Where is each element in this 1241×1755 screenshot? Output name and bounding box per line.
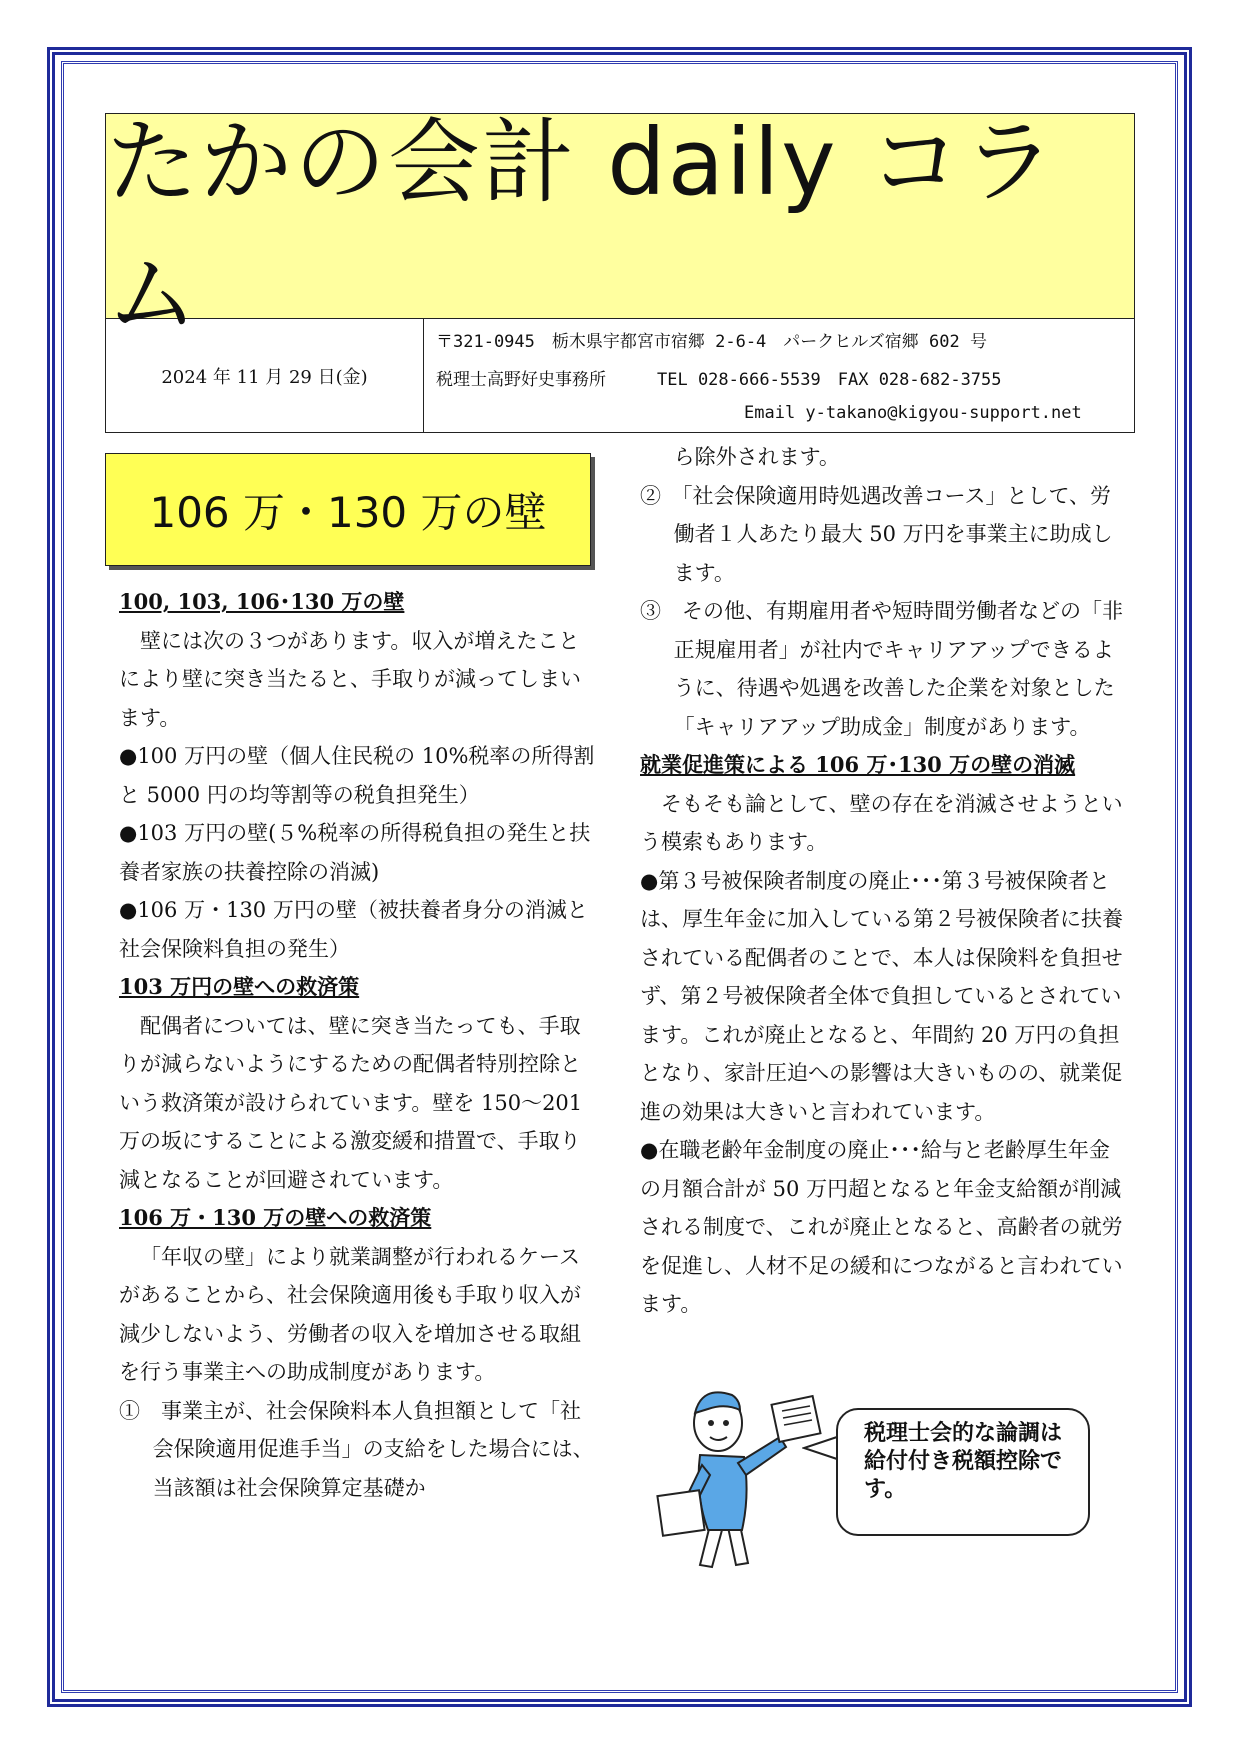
- masthead-title: たかの会計 daily コラム: [106, 109, 1057, 348]
- speech-bubble: 税理士会的な論調は給付付き税額控除です。: [836, 1408, 1090, 1536]
- bullet-item: ●第３号被保険者制度の廃止･･･第３号被保険者とは、厚生年金に加入している第２号被保険者に扶養されている配偶者のことで、本人は保険料を負担せず、第２号被保険者全体で負担しているとされています。これが廃止となると、年間約 20 万円の負担となり、家計圧迫への影響は大きいものの、就業促進の効果は大きいと言われています。: [640, 868, 1123, 1124]
- office-address: 〒321-0945 栃木県宇都宮市宿郷 2-6-4 パークヒルズ宿郷 602 号: [436, 332, 987, 352]
- subheading: 就業促進策による 106 万･130 万の壁の消滅: [640, 752, 1076, 777]
- numbered-item: ② 「社会保険適用時処遇改善コース」として、労働者１人あたり最大 50 万円を事業主に助成します。: [640, 483, 1113, 585]
- bullet-item: ●106 万・130 万円の壁（被扶養者身分の消滅と社会保険料負担の発生）: [119, 898, 588, 961]
- office-email: Email y-takano@kigyou-support.net: [744, 403, 1082, 423]
- paragraph: そもそも論として、壁の存在を消滅させようという模索もあります。: [640, 791, 1123, 854]
- paragraph: 壁には次の３つがあります。収入が増えたことにより壁に突き当たると、手取りが減ってしまいます。: [119, 628, 581, 730]
- bullet-item: ●在職老齢年金制度の廃止･･･給与と老齢厚生年金の月額合計が 50 万円超となると年金支給額が削減される制度で、これが廃止となると、高齢者の就労を促進し、人材不足の緩和につながると言われています。: [640, 1138, 1123, 1316]
- numbered-item: ① 事業主が、社会保険料本人負担額として「社会保険適用促進手当」の支給をした場合には、当該額は社会保険算定基礎か: [119, 1398, 594, 1500]
- bullet-item: ●103 万円の壁(５%税率の所得税負担の発生と扶養者家族の扶養控除の消滅): [119, 821, 591, 884]
- man-holding-document-icon: [640, 1375, 840, 1575]
- article-column-left: [119, 583, 597, 1507]
- issue-date: 2024 年 11 月 29 日(金): [106, 319, 424, 432]
- subheading: 103 万円の壁への救済策: [119, 974, 360, 999]
- article-heading-box: [105, 453, 591, 566]
- subheading: 106 万・130 万の壁への救済策: [119, 1205, 432, 1230]
- paragraph: 「年収の壁」により就業調整が行われるケースがあることから、社会保険適用後も手取り収入が減少しないよう、労働者の収入を増加させる取組を行う事業主への助成制度があります。: [119, 1244, 581, 1384]
- paragraph: 配偶者については、壁に突き当たっても、手取りが減らないようにするための配偶者特別控除という救済策が設けられています。壁を 150～201 万の坂にすることによる激変緩和措置で、手取り減となることが回避されています。: [119, 1013, 583, 1192]
- numbered-item-continued: ら除外されます。: [673, 445, 840, 469]
- office-contact: [424, 319, 1134, 432]
- numbered-item: ③ その他、有期雇用者や短時間労働者などの「非正規雇用者」が社内でキャリアアップできるように、待遇や処遇を改善した企業を対象とした「キャリアアップ助成金」制度があります。: [640, 599, 1123, 739]
- article-heading: 106 万・130 万の壁: [149, 487, 547, 537]
- bullet-item: ●100 万円の壁（個人住民税の 10%税率の所得割と 5000 円の均等割等の税負担発生）: [119, 744, 595, 807]
- masthead-info: [105, 319, 1135, 433]
- office-tel-fax: 税理士高野好史事務所 TEL 028-666-5539 FAX 028-682-3755: [436, 370, 1002, 390]
- article-column-right: [640, 438, 1130, 1324]
- subheading: 100, 103, 106･130 万の壁: [119, 589, 405, 614]
